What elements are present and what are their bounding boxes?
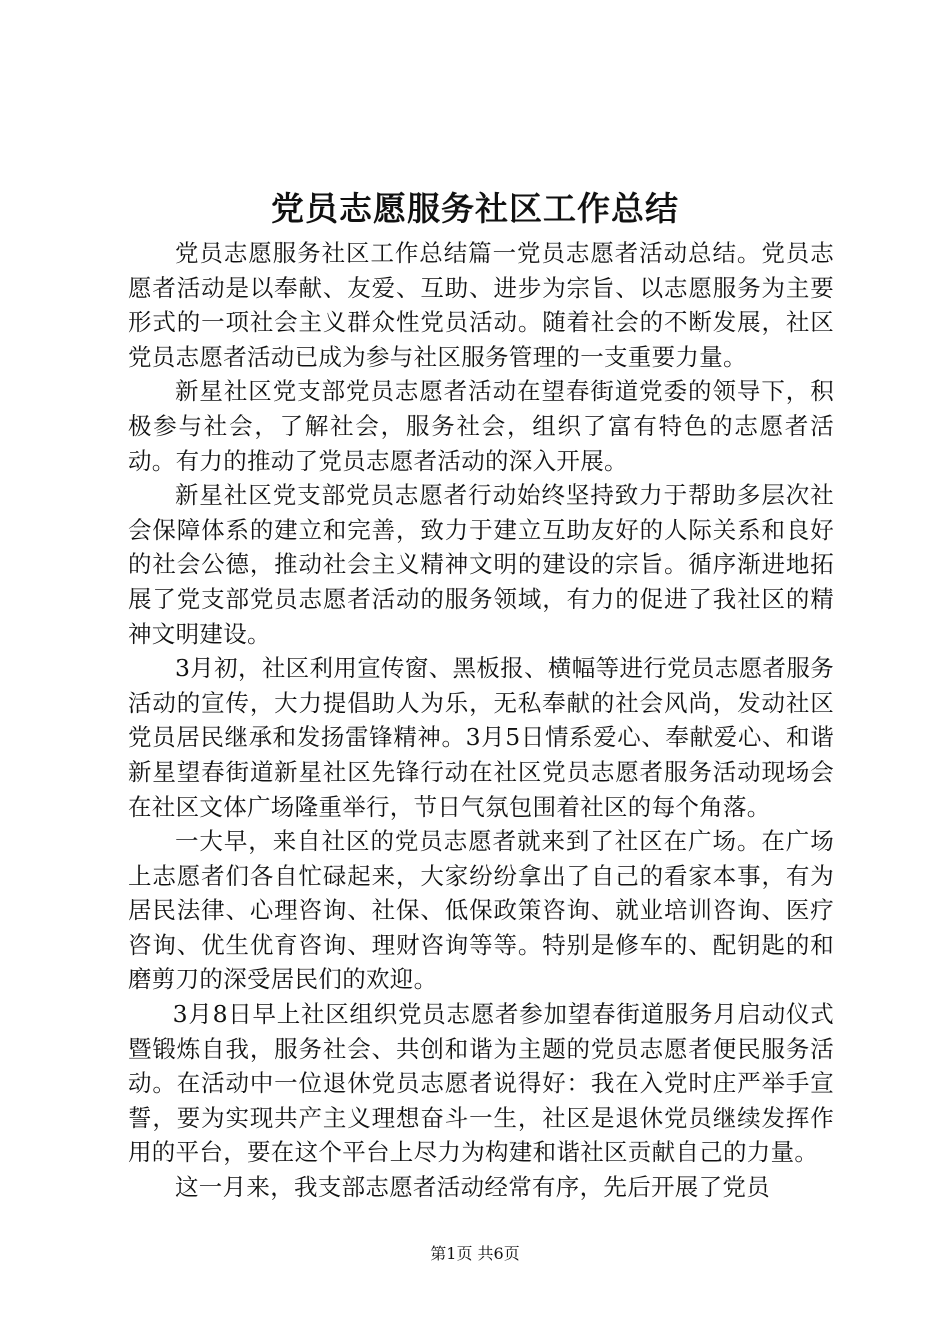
paragraph-5: 一大早，来自社区的党员志愿者就来到了社区在广场。在广场上志愿者们各自忙碌起来，大家纷纷拿出了自己的看家本事，有为居民法律、心理咨询、社保、低保政策咨询、就业培训咨询、医疗咨询、优生优育咨询、理财咨询等等。特别是修车的、配钥匙的和磨剪刀的深受居民们的欢迎。 <box>128 827 834 994</box>
document-title: 党员志愿服务社区工作总结 <box>271 189 679 228</box>
paragraph-6: 3月8日早上社区组织党员志愿者参加望春街道服务月启动仪式暨锻炼自我，服务社会、共创和谐为主题的党员志愿者便民服务活动。在活动中一位退休党员志愿者说得好：我在入党时庄严举手宣誓，要为实现共产主义理想奋斗一生，社区是退休党员继续发挥作用的平台，要在这个平台上尽力为构建和谐社区贡献自己的力量。 <box>128 1000 834 1167</box>
paragraph-1: 党员志愿服务社区工作总结篇一党员志愿者活动总结。党员志愿者活动是以奉献、友爱、互助、进步为宗旨、以志愿服务为主要形式的一项社会主义群众性党员活动。随着社会的不断发展，社区党员志愿者活动已成为参与社区服务管理的一支重要力量。 <box>128 239 834 371</box>
document-body <box>128 236 834 1205</box>
paragraph-4: 3月初，社区利用宣传窗、黑板报、横幅等进行党员志愿者服务活动的宣传，大力提倡助人为乐，无私奉献的社会风尚，发动社区党员居民继承和发扬雷锋精神。3月5日情系爱心、奉献爱心、和谐新星望春街道新星社区先锋行动在社区党员志愿者服务活动现场会在社区文体广场隆重举行，节日气氛包围着社区的每个角落。 <box>128 654 834 821</box>
paragraph-3: 新星社区党支部党员志愿者行动始终坚持致力于帮助多层次社会保障体系的建立和完善，致力于建立互助友好的人际关系和良好的社会公德，推动社会主义精神文明的建设的宗旨。循序渐进地拓展了党支部党员志愿者活动的服务领域，有力的促进了我社区的精神文明建设。 <box>128 481 834 648</box>
paragraph-2: 新星社区党支部党员志愿者活动在望春街道党委的领导下，积极参与社会，了解社会，服务社会，组织了富有特色的志愿者活动。有力的推动了党员志愿者活动的深入开展。 <box>128 377 834 475</box>
page-footer: 第1页 共6页 <box>430 1244 520 1263</box>
paragraph-7: 这一月来，我支部志愿者活动经常有序，先后开展了党员 <box>175 1173 770 1202</box>
